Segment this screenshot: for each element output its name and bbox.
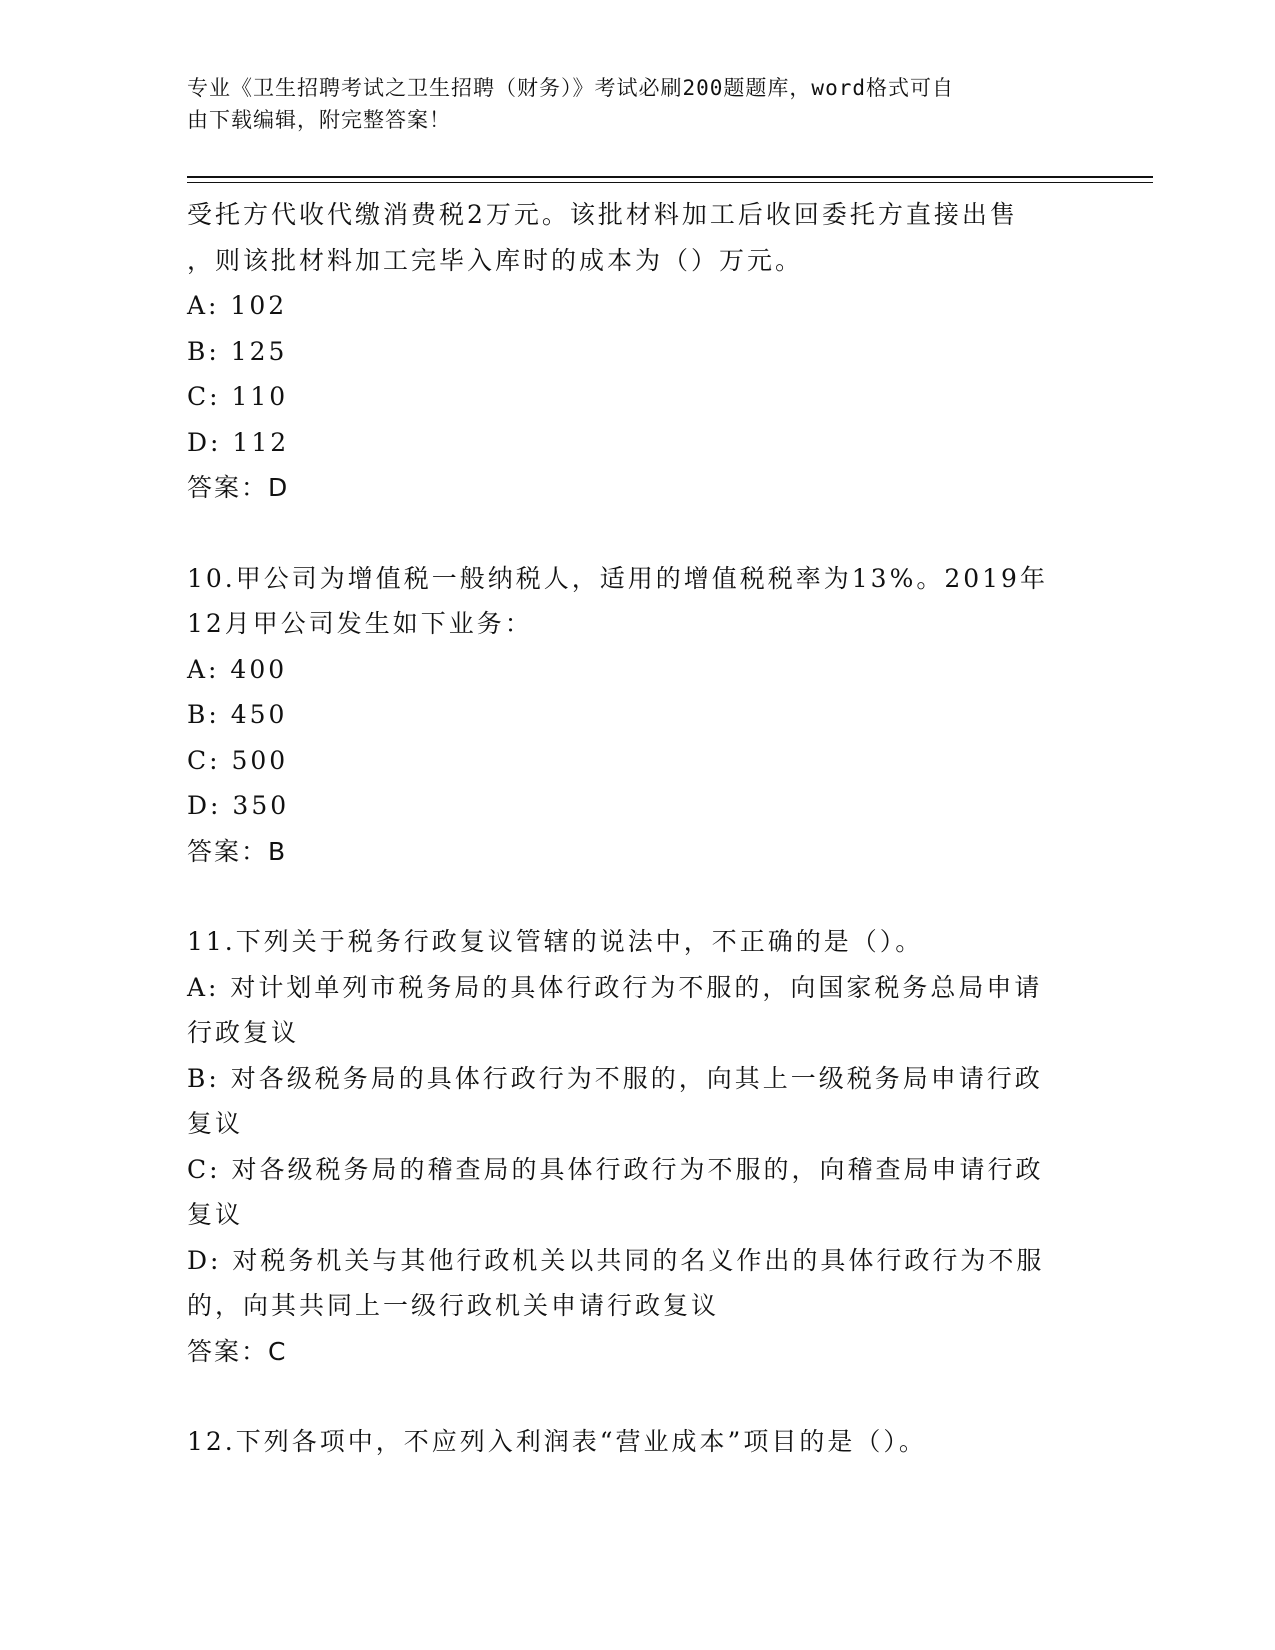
- question-9: [187, 192, 1087, 511]
- answer-line: 答案：C: [187, 1336, 288, 1366]
- question-stem: 12月甲公司发生如下业务：: [187, 609, 533, 638]
- option-c: C: 500: [187, 745, 289, 775]
- option-d: D: 112: [187, 427, 290, 457]
- question-10: [187, 556, 1087, 875]
- question-stem: 12.下列各项中，不应列入利润表“营业成本”项目的是（）。: [187, 1427, 927, 1456]
- document-header: [187, 72, 1067, 136]
- option-c: C: 对各级税务局的稽查局的具体行政行为不服的，向稽查局申请行政: [187, 1154, 1044, 1184]
- answer-line: 答案：D: [187, 473, 290, 502]
- question-stem: 受托方代收代缴消费税2万元。该批材料加工后收回委托方直接出售: [187, 200, 1018, 229]
- option-d: D: 对税务机关与其他行政机关以共同的名义作出的具体行政行为不服: [187, 1245, 1045, 1275]
- header-rule-thick: [187, 176, 1153, 178]
- option-c: C: 110: [187, 382, 289, 411]
- option-b: B: 125: [187, 336, 288, 366]
- option-c-cont: 复议: [187, 1200, 244, 1229]
- option-b: B: 对各级税务局的具体行政行为不服的，向其上一级税务局申请行政: [187, 1063, 1043, 1093]
- question-stem: 10.甲公司为增值税一般纳税人，适用的增值税税率为13%。2019年: [187, 563, 1048, 593]
- option-b-cont: 复议: [187, 1109, 244, 1138]
- option-a: A: 102: [187, 291, 288, 320]
- question-stem: 11.下列关于税务行政复议管辖的说法中，不正确的是（）。: [187, 927, 924, 956]
- option-a-cont: 行政复议: [187, 1018, 300, 1047]
- question-12: [187, 1419, 1087, 1465]
- option-a: A: 400: [187, 654, 288, 684]
- option-a: A: 对计划单列市税务局的具体行政行为不服的，向国家税务总局申请: [187, 972, 1043, 1002]
- header-rule-thin: [187, 182, 1153, 183]
- header-line-1: 专业《卫生招聘考试之卫生招聘（财务）》考试必刷200题题库，word格式可自: [187, 76, 954, 100]
- question-stem: ，则该批材料加工完毕入库时的成本为（）万元。: [187, 245, 804, 275]
- option-d-cont: 的，向其共同上一级行政机关申请行政复议: [187, 1291, 720, 1320]
- option-d: D: 350: [187, 791, 290, 820]
- document-body: [187, 192, 1087, 1465]
- header-line-2: 由下载编辑，附完整答案！: [187, 108, 451, 132]
- question-11: [187, 919, 1087, 1374]
- answer-line: 答案：B: [187, 836, 288, 866]
- option-b: B: 450: [187, 700, 288, 729]
